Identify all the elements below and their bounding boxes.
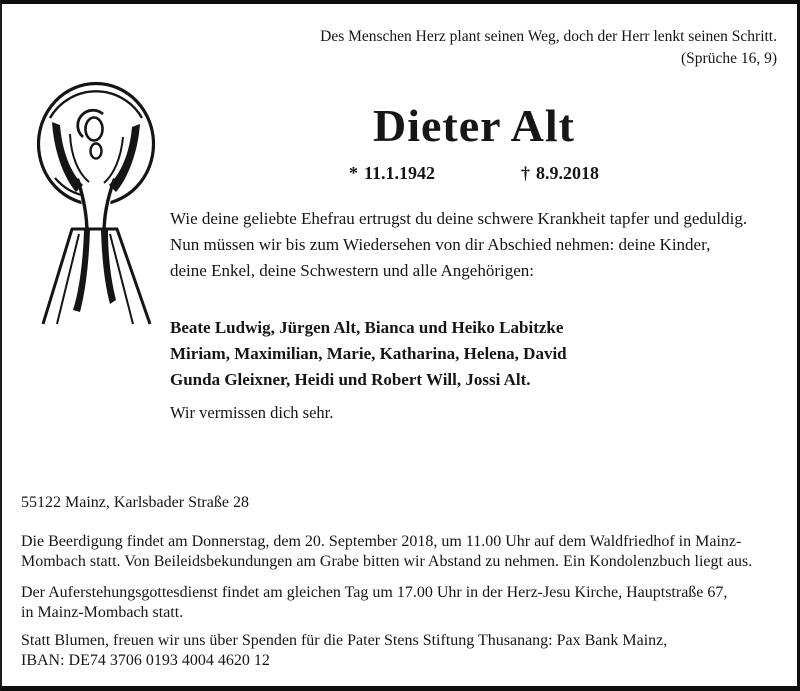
mourners-list bbox=[170, 315, 567, 393]
deceased-name: Dieter Alt bbox=[372, 100, 576, 151]
mourners-line: Beate Ludwig, Jürgen Alt, Bianca und Heiko Labitzke bbox=[170, 318, 564, 337]
birth-date-value: 11.1.1942 bbox=[363, 163, 435, 183]
death-cross-symbol: † bbox=[521, 163, 530, 183]
life-dates bbox=[168, 163, 780, 184]
resurrection-figure-icon bbox=[26, 82, 160, 327]
service-info bbox=[21, 583, 727, 622]
home-address: 55122 Mainz, Karlsbader Straße 28 bbox=[21, 494, 249, 511]
header-block bbox=[168, 100, 780, 184]
obituary-text-line: Wie deine geliebte Ehefrau ertrugst du deine schwere Krankheit tapfer und geduldig. bbox=[170, 209, 748, 228]
burial-info bbox=[21, 532, 752, 571]
service-info-line: in Mainz-Mombach statt. bbox=[21, 603, 184, 621]
obituary-text-line: Nun müssen wir bis zum Wiedersehen von dir Abschied nehmen: deine Kinder, bbox=[170, 235, 711, 254]
donation-info-line: Statt Blumen, freuen wir uns über Spenden für die Pater Stens Stiftung Thusanang: Pax Bank Mainz, bbox=[21, 632, 668, 649]
service-info-line: Der Auferstehungsgottesdienst findet am gleichen Tag um 17.00 Uhr in der Herz-Jesu Kirche, Hauptstraße 67, bbox=[21, 584, 728, 601]
donation-info-line: IBAN: DE74 3706 0193 4004 4620 12 bbox=[21, 651, 270, 669]
quote-text: Des Menschen Herz plant seinen Weg, doch der Herr lenkt seinen Schritt. bbox=[320, 28, 777, 45]
burial-info-line: Mombach statt. Von Beileidsbekundungen am Grabe bitten wir Abstand zu nehmen. Ein Kondolenzbuch liegt aus. bbox=[21, 552, 753, 570]
donation-info bbox=[21, 631, 667, 670]
death-date-value: 8.9.2018 bbox=[536, 163, 599, 183]
death-date bbox=[521, 163, 599, 184]
mourners-line: Miriam, Maximilian, Marie, Katharina, Helena, David bbox=[170, 344, 567, 363]
scripture-quote bbox=[320, 26, 777, 70]
obituary-text bbox=[170, 206, 747, 284]
born-star-symbol: * bbox=[348, 163, 358, 183]
farewell-text: Wir vermissen dich sehr. bbox=[170, 403, 334, 422]
obituary-text-line: deine Enkel, deine Schwestern und alle Angehörigen: bbox=[170, 261, 534, 280]
birth-date bbox=[349, 163, 435, 184]
burial-info-line: Die Beerdigung findet am Donnerstag, dem 20. September 2018, um 11.00 Uhr auf dem Waldfriedhof in Mainz- bbox=[21, 533, 742, 550]
quote-source: (Sprüche 16, 9) bbox=[681, 50, 777, 67]
mourners-line: Gunda Gleixner, Heidi und Robert Will, Jossi Alt. bbox=[170, 370, 531, 389]
